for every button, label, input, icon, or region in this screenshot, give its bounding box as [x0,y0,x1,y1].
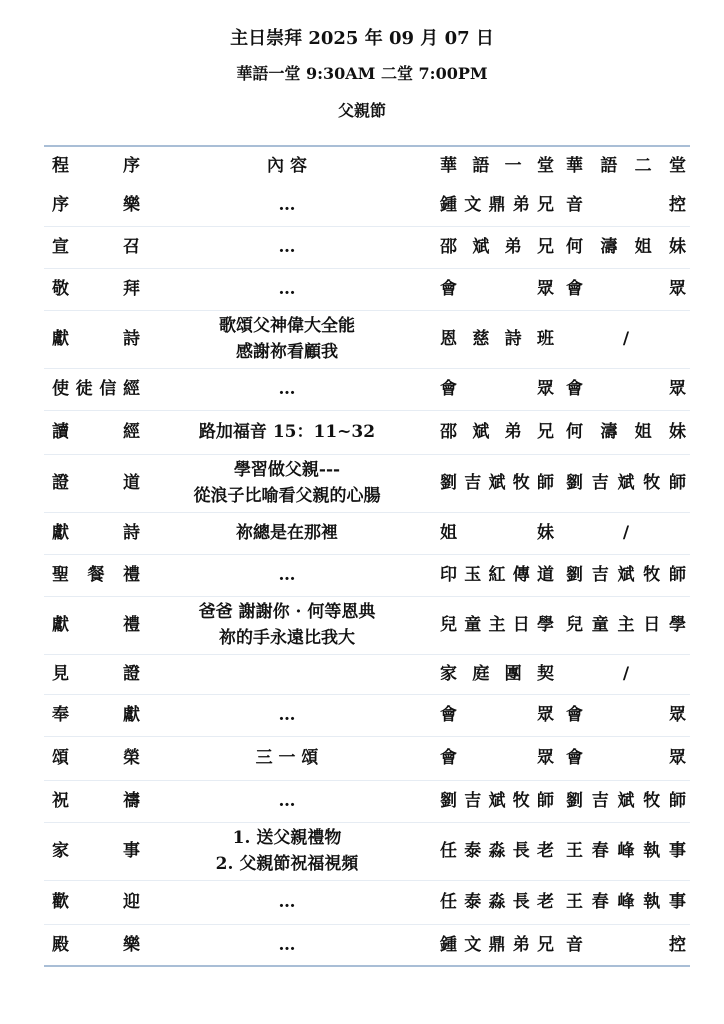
service2-person: 劉吉斌牧師 [554,780,690,822]
program-item: 殿樂 [52,934,140,955]
column-header-service2: 華 語 二 堂 [566,155,686,176]
service2-person: 劉吉斌牧師 [554,554,690,596]
service-theme: 父親節 [337,101,386,120]
service1-person: 姐妹 [432,512,554,554]
program-item: 奉獻 [44,694,142,736]
column-header-content: 內 容 [267,155,307,176]
service1-person: 邵斌弟兄 [432,226,554,268]
service1-person: 會眾 [432,694,554,736]
content-line: 學習做父親--- [233,460,341,480]
service1-person: 劉吉斌牧師 [432,780,554,822]
service2-person: 兒童主日學 [554,596,690,654]
service-title: 主日崇拜 2025 年 09 月 07 日 [230,28,494,49]
program-item: 祝禱 [44,780,142,822]
service2-person: 王春峰執事 [554,880,690,924]
program-item: 獻詩 [44,310,142,368]
service1-person: 鍾文鼎弟兄 [432,184,554,226]
service-times: 華語一堂 9:30AM 二堂 7:00PM [236,64,488,83]
service1-person: 任泰淼長老 [432,880,554,924]
program-content [142,780,432,822]
program-item: 歡迎 [44,880,142,924]
service2-person: 會眾 [554,368,690,410]
content-line: 三 一 頌 [255,748,319,768]
service1-person: 任泰淼長老 [432,822,554,880]
program-content [142,924,432,966]
program-item: 證道 [44,454,142,512]
program-item: 聖餐禮 [44,554,142,596]
service1-person: 家庭團契 [432,654,554,694]
table-row [44,268,690,310]
content-line: … [278,379,296,399]
content-line: 感謝祢看顧我 [236,342,338,362]
program-item: 讀經 [44,410,142,454]
program-item: 見證 [44,654,142,694]
content-line: 歌頌父神偉大全能 [219,316,355,336]
program-content [142,268,432,310]
program-content [142,512,432,554]
table-row [44,554,690,596]
content-line: … [278,279,296,299]
table-row [44,596,690,654]
table-header-row [44,146,690,184]
program-item: 獻詩 [44,512,142,554]
program-content [142,554,432,596]
content-line: 1. 送父親禮物 [232,828,342,848]
table-row [44,694,690,736]
table-row [44,736,690,780]
table-row [44,310,690,368]
column-header-service1: 華 語 一 堂 [440,155,554,176]
content-line: … [278,705,296,725]
content-line: 從浪子比喻看父親的心腸 [193,486,381,506]
service2-person: 王春峰執事 [554,822,690,880]
service1-person: 印玉紅傳道 [432,554,554,596]
content-line: … [278,194,296,215]
program-item: 宣召 [44,226,142,268]
service2-person: 會眾 [554,736,690,780]
program-content [142,454,432,512]
table-row [44,822,690,880]
program-content [142,310,432,368]
program-item: 使徒信經 [44,368,142,410]
content-line: … [278,934,296,955]
content-line: … [278,791,296,811]
program-content [142,226,432,268]
service1-person: 兒童主日學 [432,596,554,654]
program-content [142,184,432,226]
program-content [142,368,432,410]
program-content [142,410,432,454]
content-line: … [278,237,296,257]
service1-person: 恩慈詩班 [432,310,554,368]
service2-person: / [554,654,690,694]
service1-person: 會眾 [432,268,554,310]
program-content [142,822,432,880]
service2-person: 音控 [566,934,686,955]
content-line: 祢總是在那裡 [236,523,338,543]
service2-person: 會眾 [554,694,690,736]
service2-person: / [554,310,690,368]
program-content [142,596,432,654]
content-line: … [278,892,296,912]
program-content [142,694,432,736]
content-line: 路加福音 15：11~32 [198,422,376,442]
service2-person: 劉吉斌牧師 [554,454,690,512]
service1-person: 會眾 [432,736,554,780]
table-row [44,780,690,822]
table-row [44,184,690,226]
table-row [44,924,690,966]
table-row [44,880,690,924]
program-item: 敬拜 [44,268,142,310]
table-row [44,226,690,268]
table-row [44,654,690,694]
content-line: 2. 父親節祝福視頻 [215,854,359,874]
program-content [142,880,432,924]
content-line: … [278,565,296,585]
program-item: 家事 [44,822,142,880]
program-item: 序樂 [44,184,142,226]
program-table [44,145,690,967]
table-row [44,368,690,410]
program-item: 頌榮 [44,736,142,780]
program-item: 獻禮 [44,596,142,654]
program-content [142,736,432,780]
column-header-program: 程 序 [52,155,140,176]
service1-person: 劉吉斌牧師 [432,454,554,512]
service2-person: 何濤姐妹 [554,410,690,454]
service1-person: 鍾文鼎弟兄 [440,934,554,955]
content-line: 爸爸 謝謝你 · 何等恩典 [198,602,376,622]
service2-person: 會眾 [554,268,690,310]
program-content [142,654,432,694]
table-row [44,454,690,512]
service1-person: 會眾 [432,368,554,410]
service2-person: 音控 [554,184,690,226]
program-body [44,184,690,966]
service2-person: 何濤姐妹 [554,226,690,268]
content-line: 祢的手永遠比我大 [219,628,355,648]
table-row [44,410,690,454]
service2-person: / [554,512,690,554]
table-row [44,512,690,554]
service1-person: 邵斌弟兄 [432,410,554,454]
